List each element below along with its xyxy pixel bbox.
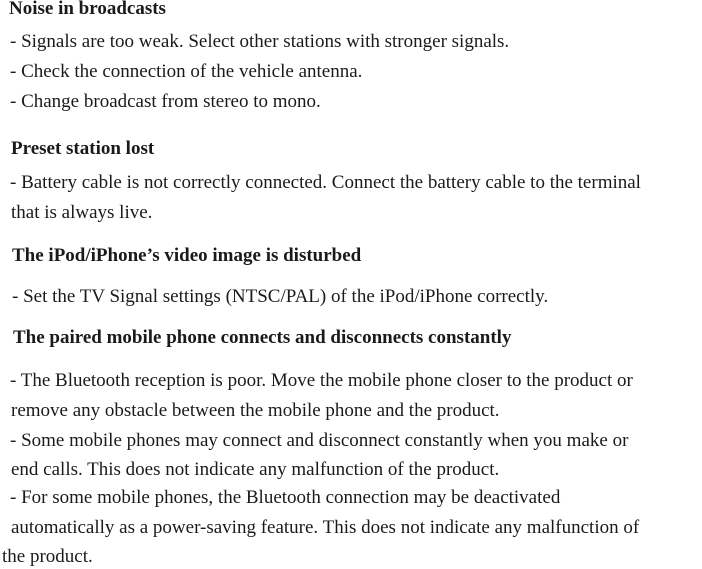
body-line: - For some mobile phones, the Bluetooth connection may be deactivated xyxy=(10,487,561,508)
body-line: remove any obstacle between the mobile phone and the product. xyxy=(11,400,500,421)
body-line: - Some mobile phones may connect and disconnect constantly when you make or xyxy=(10,430,629,451)
heading-phone-connects-disconnects: The paired mobile phone connects and disconnects constantly xyxy=(13,327,512,348)
body-line: end calls. This does not indicate any malfunction of the product. xyxy=(11,459,500,480)
body-line: that is always live. xyxy=(11,202,153,223)
heading-noise-in-broadcasts: Noise in broadcasts xyxy=(9,0,166,19)
body-line: - Check the connection of the vehicle antenna. xyxy=(10,61,363,82)
body-line: - Change broadcast from stereo to mono. xyxy=(10,91,321,112)
heading-preset-station-lost: Preset station lost xyxy=(11,138,155,159)
body-line: automatically as a power-saving feature. This does not indicate any malfunction of xyxy=(11,517,640,538)
body-line: - Battery cable is not correctly connected. Connect the battery cable to the terminal xyxy=(10,172,641,193)
heading-ipod-video-disturbed: The iPod/iPhone’s video image is disturbed xyxy=(12,245,362,266)
body-line: the product. xyxy=(2,546,93,567)
body-line: - The Bluetooth reception is poor. Move the mobile phone closer to the product or xyxy=(10,370,633,391)
body-line: - Signals are too weak. Select other stations with stronger signals. xyxy=(10,31,510,52)
body-line: - Set the TV Signal settings (NTSC/PAL) of the iPod/iPhone correctly. xyxy=(12,286,549,307)
